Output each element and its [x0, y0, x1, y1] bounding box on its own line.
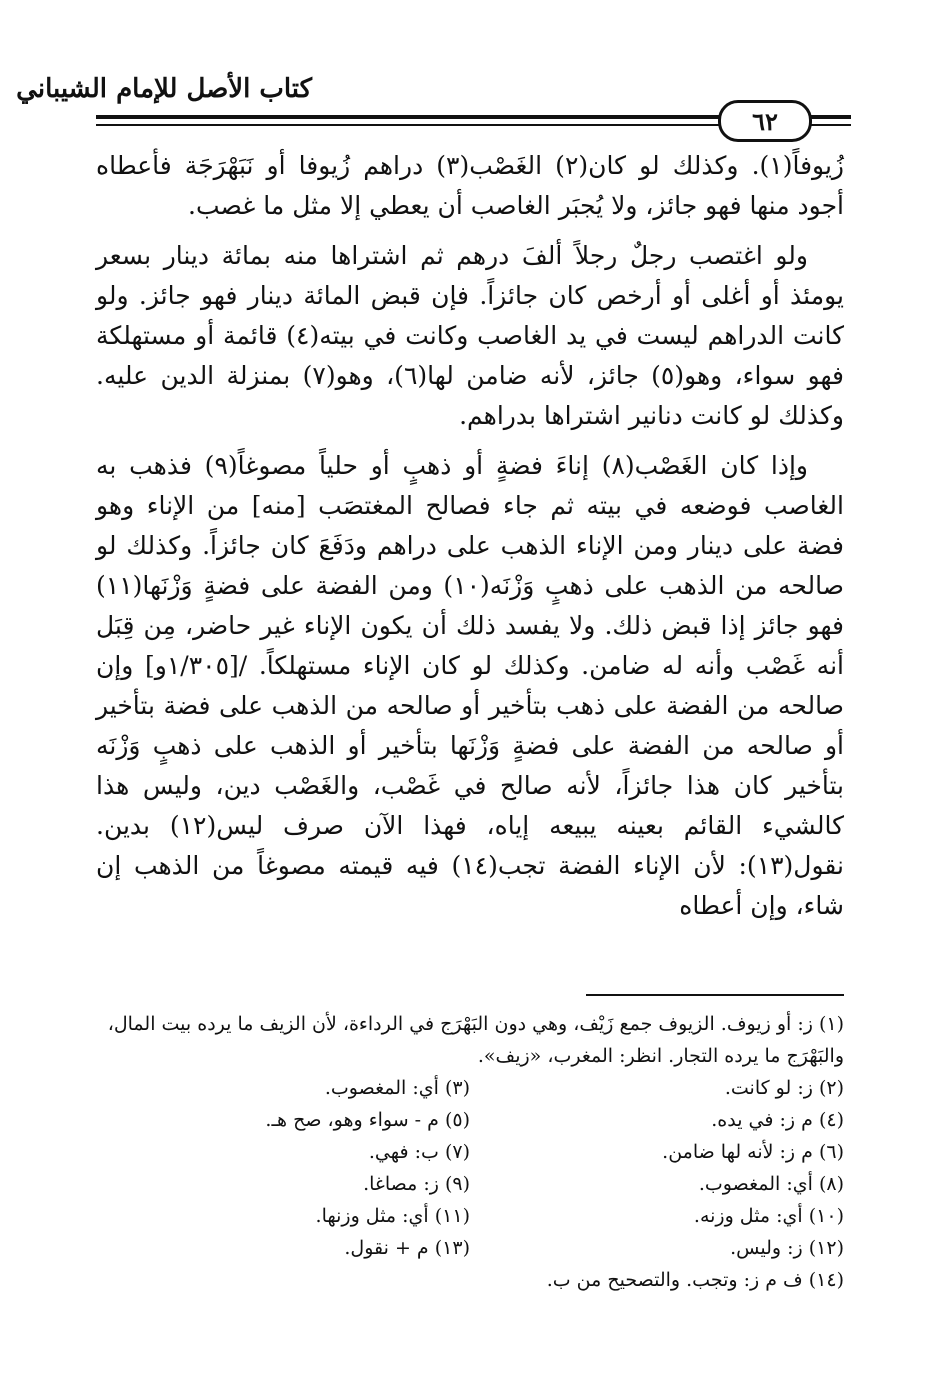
- paragraph-2: ولو اغتصب رجلٌ رجلاً ألفَ درهم ثم اشتراها منه بمائة دينار بسعر يومئذ أو أغلى أو أرخص كان جائزاً. فإن قبض المائة دينار فهو جائز. ولو كانت الدراهم ليست في يد الغاصب وكانت في بيته(٤) قائمة أو مستهلكة فهو سواء، وهو(٥) جائز، لأنه ضامن لها(٦)، وهو(٧) بمنزلة الدين عليه. وكذلك لو كانت دنانير اشتراها بدراهم.: [96, 241, 845, 430]
- footnote-3: (٣) أي: المغصوب.: [324, 1077, 470, 1099]
- paragraph-3: وإذا كان الغَصْب(٨) إناءَ فضةٍ أو ذهبٍ أو حلياً مصوغاً(٩) فذهب به الغاصب فوضعه في بيته ثم جاء فصالح المغتصَب [منه] من الإناء وهو فضة على دينار ومن الإناء الذهب على دراهم ودَفَعَ كان جائزاً. وكذلك لو صالحه من الذهب على ذهبٍ وَزْنَه(١٠) ومن الفضة على فضةٍ وَزْنَها(١١) فهو جائز إذا قبض ذلك. ولا يفسد ذلك أن يكون الإناء غير حاضر، مِن قِبَل أنه غَصْب وأنه له ضامن. وكذلك لو كان الإناء مستهلكاً. /[١/٣٠٥و] وإن صالحه من الفضة على ذهب بتأخير أو صالحه من الذهب على فضة بتأخير أو صالحه من الفضة على فضةٍ وَزْنَها بتأخير أو الذهب على ذهبٍ وَزْنَه بتأخير كان هذا جائزاً، لأنه صالح في غَصْب، والغَصْب دين، وليس هذا كالشيء القائم بعينه يبيعه إياه، فهذا الآن صرف ليس(١٢) بدين. نقول(١٣): لأن الإناء الفضة تجب(١٤) فيه قيمته مصوغاً من الذهب إن شاء، وإن أعطاه: [96, 451, 844, 920]
- footnote-14: (١٤) ف م ز: وتجب. والتصحيح من ب.: [546, 1269, 844, 1291]
- footnote-13: (١٣) م + نقول.: [344, 1237, 470, 1259]
- footnote-row: [96, 1232, 844, 1264]
- footnote-9: (٩) ز: مصاغا.: [363, 1173, 470, 1195]
- footnote-row: [96, 1168, 844, 1200]
- footnote-11: (١١) أي: مثل وزنها.: [315, 1205, 470, 1227]
- footnote-10: (١٠) أي: مثل وزنه.: [693, 1205, 844, 1227]
- footnote-7: (٧) ب: فهي.: [368, 1141, 470, 1163]
- footnote-row: [96, 1200, 844, 1232]
- footnote-8: (٨) أي: المغصوب.: [698, 1173, 844, 1195]
- footnote-row: [96, 1072, 844, 1104]
- footnote-row: [96, 1104, 844, 1136]
- footnote-6: (٦) م ز: لأنه لها ضامن.: [662, 1141, 844, 1163]
- footnote-12: (١٢) ز: وليس.: [730, 1237, 844, 1259]
- page-number-badge: [718, 100, 812, 142]
- page-number: ٦٢: [752, 106, 778, 136]
- book-title: كتاب الأصل للإمام الشيباني: [16, 74, 312, 104]
- paragraph-1: زُيوفاً(١). وكذلك لو كان(٢) الغَصْب(٣) دراهم زُيوفا أو نَبَهْرَجَة فأعطاه أجود منها فهو جائز، ولا يُجبَر الغاصب أن يعطي إلا مثل ما غصب.: [96, 151, 844, 220]
- footnotes: [96, 1008, 844, 1296]
- footnote-5: (٥) م - سواء وهو، صح هـ.: [265, 1109, 470, 1131]
- footnote-1: (١) ز: أو زيوف. الزيوف جمع زَيْف، وهي دون البَهْرَج في الرداءة، لأن الزيف ما يرده بيت المال، والبَهْرَج ما يرده التجار. انظر: المغرب، «زيف».: [107, 1013, 844, 1067]
- footnote-row: [96, 1136, 844, 1168]
- main-text: [96, 146, 844, 936]
- footnote-2: (٢) ز: لو كانت.: [724, 1077, 844, 1099]
- footnote-separator: [586, 994, 844, 996]
- footnote-4: (٤) م ز: في يده.: [711, 1109, 844, 1131]
